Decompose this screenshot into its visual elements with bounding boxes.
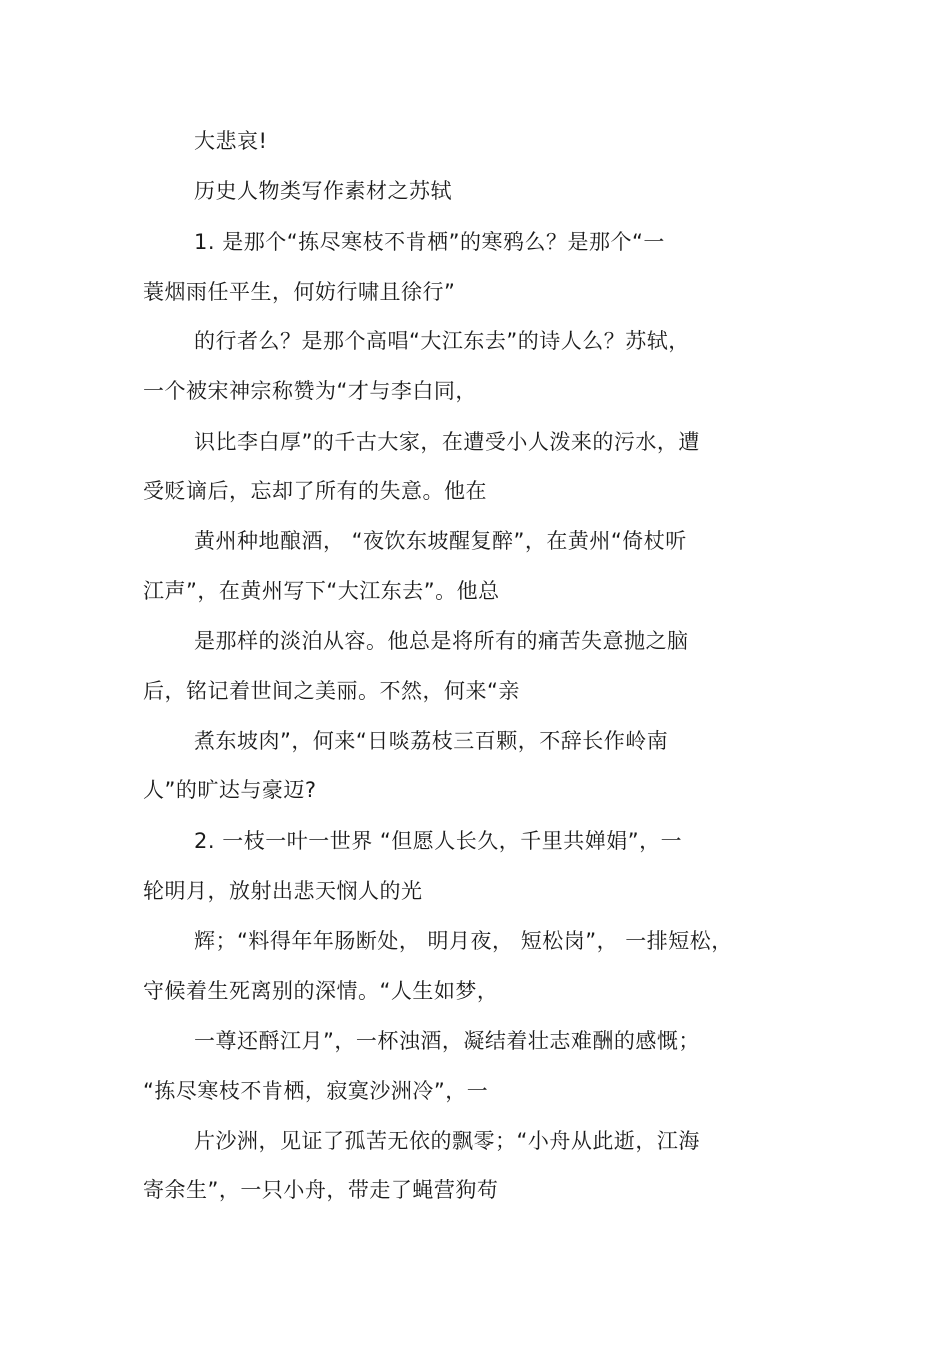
text-line: 蓑烟雨任平生，何妨行啸且徐行”: [143, 280, 456, 304]
text-line: 片沙洲，见证了孤苦无依的飘零；“小舟从此逝，江海: [194, 1129, 700, 1153]
text-line: 轮明月，放射出悲天悯人的光: [143, 879, 423, 903]
text-line: 黄州种地酿酒， “夜饮东坡醒复醉”，在黄州“倚杖听: [194, 529, 687, 553]
text-line: 一尊还酹江月”，一杯浊酒，凝结着壮志难酬的感慨；: [194, 1029, 700, 1053]
text-line: 寄余生”，一只小舟，带走了蝇营狗苟: [143, 1178, 499, 1202]
text-line: 1. 是那个“拣尽寒枝不肯栖”的寒鸦么？是那个“一: [194, 230, 665, 254]
text-line: 守候着生死离别的深情。“人生如梦，: [143, 979, 499, 1003]
text-line: 江声”，在黄州写下“大江东去”。他总: [143, 579, 500, 603]
text-line: 后，铭记着世间之美丽。不然，何来“亲: [143, 679, 520, 703]
text-line: “拣尽寒枝不肯栖，寂寞沙洲冷”，一: [143, 1079, 489, 1103]
section-heading: 历史人物类写作素材之苏轼: [194, 179, 452, 203]
text-line: 2. 一枝一叶一世界 “但愿人长久，千里共婵娟”，一: [194, 829, 683, 853]
text-line: 大悲哀!: [194, 129, 268, 153]
text-line: 的行者么？是那个高唱“大江东去”的诗人么？苏轼，: [194, 329, 690, 353]
text-line: 是那样的淡泊从容。他总是将所有的痛苦失意抛之脑: [194, 629, 689, 653]
text-line: 辉；“料得年年肠断处， 明月夜， 短松岗”， 一排短松，: [194, 929, 733, 953]
text-line: 受贬谪后，忘却了所有的失意。他在: [143, 479, 487, 503]
text-line: 识比李白厚”的千古大家，在遭受小人泼来的污水，遭: [194, 430, 700, 454]
text-line: 人”的旷达与豪迈?: [143, 778, 317, 802]
text-line: 煮东坡肉”，何来“日啖荔枝三百颗，不辞长作岭南: [194, 729, 669, 753]
text-line: 一个被宋神宗称赞为“才与李白同，: [143, 379, 477, 403]
